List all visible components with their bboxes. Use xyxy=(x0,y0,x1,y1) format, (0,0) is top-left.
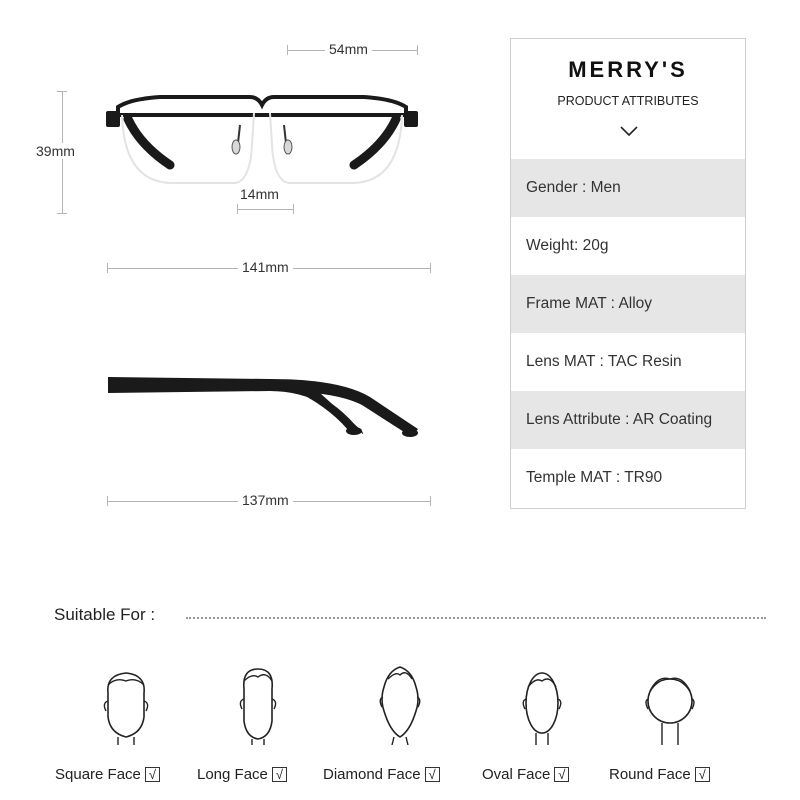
checkbox-checked-icon: √ xyxy=(272,767,287,782)
temple-side-image xyxy=(100,365,430,455)
square-face-label: Square Face √ xyxy=(55,766,160,783)
checkbox-checked-icon: √ xyxy=(695,767,710,782)
glasses-side-view xyxy=(100,365,430,455)
bridge-label: 14mm xyxy=(236,186,283,202)
checkbox-checked-icon: √ xyxy=(145,767,160,782)
suitable-for-heading: Suitable For : xyxy=(54,605,156,624)
attribute-row-temple-mat: Temple MAT : TR90 xyxy=(526,469,663,486)
dotted-divider xyxy=(186,617,766,619)
bridge-guide xyxy=(237,209,293,210)
checkbox-checked-icon: √ xyxy=(554,767,569,782)
long-face-icon xyxy=(183,665,333,745)
product-attributes-panel xyxy=(510,38,746,509)
chevron-down-icon xyxy=(619,125,639,137)
oval-face-label: Oval Face √ xyxy=(482,766,569,783)
brand-logo: MERRY'S xyxy=(568,57,688,82)
attribute-list xyxy=(511,159,745,507)
attribute-row-gender: Gender : Men xyxy=(511,159,745,217)
long-face-label: Long Face √ xyxy=(197,766,287,783)
panel-subtitle: PRODUCT ATTRIBUTES xyxy=(557,94,699,108)
attribute-row-lens-mat: Lens MAT : TAC Resin xyxy=(526,353,682,370)
round-face-label: Round Face √ xyxy=(609,766,710,783)
frame-width-label: 141mm xyxy=(238,259,293,275)
glasses-front-image xyxy=(100,85,440,195)
lens-height-label: 39mm xyxy=(32,143,79,159)
attribute-row-weight: Weight: 20g xyxy=(526,237,609,254)
attribute-row-lens-attribute: Lens Attribute : AR Coating xyxy=(511,391,745,449)
lens-width-label: 54mm xyxy=(325,41,372,57)
checkbox-checked-icon: √ xyxy=(425,767,440,782)
attribute-row-frame-mat: Frame MAT : Alloy xyxy=(511,275,745,333)
temple-length-label: 137mm xyxy=(238,492,293,508)
glasses-front-view xyxy=(100,85,440,195)
diamond-face-icon xyxy=(325,665,475,745)
round-face-icon xyxy=(595,665,745,745)
square-face-icon xyxy=(51,665,201,745)
diamond-face-label: Diamond Face √ xyxy=(323,766,440,783)
